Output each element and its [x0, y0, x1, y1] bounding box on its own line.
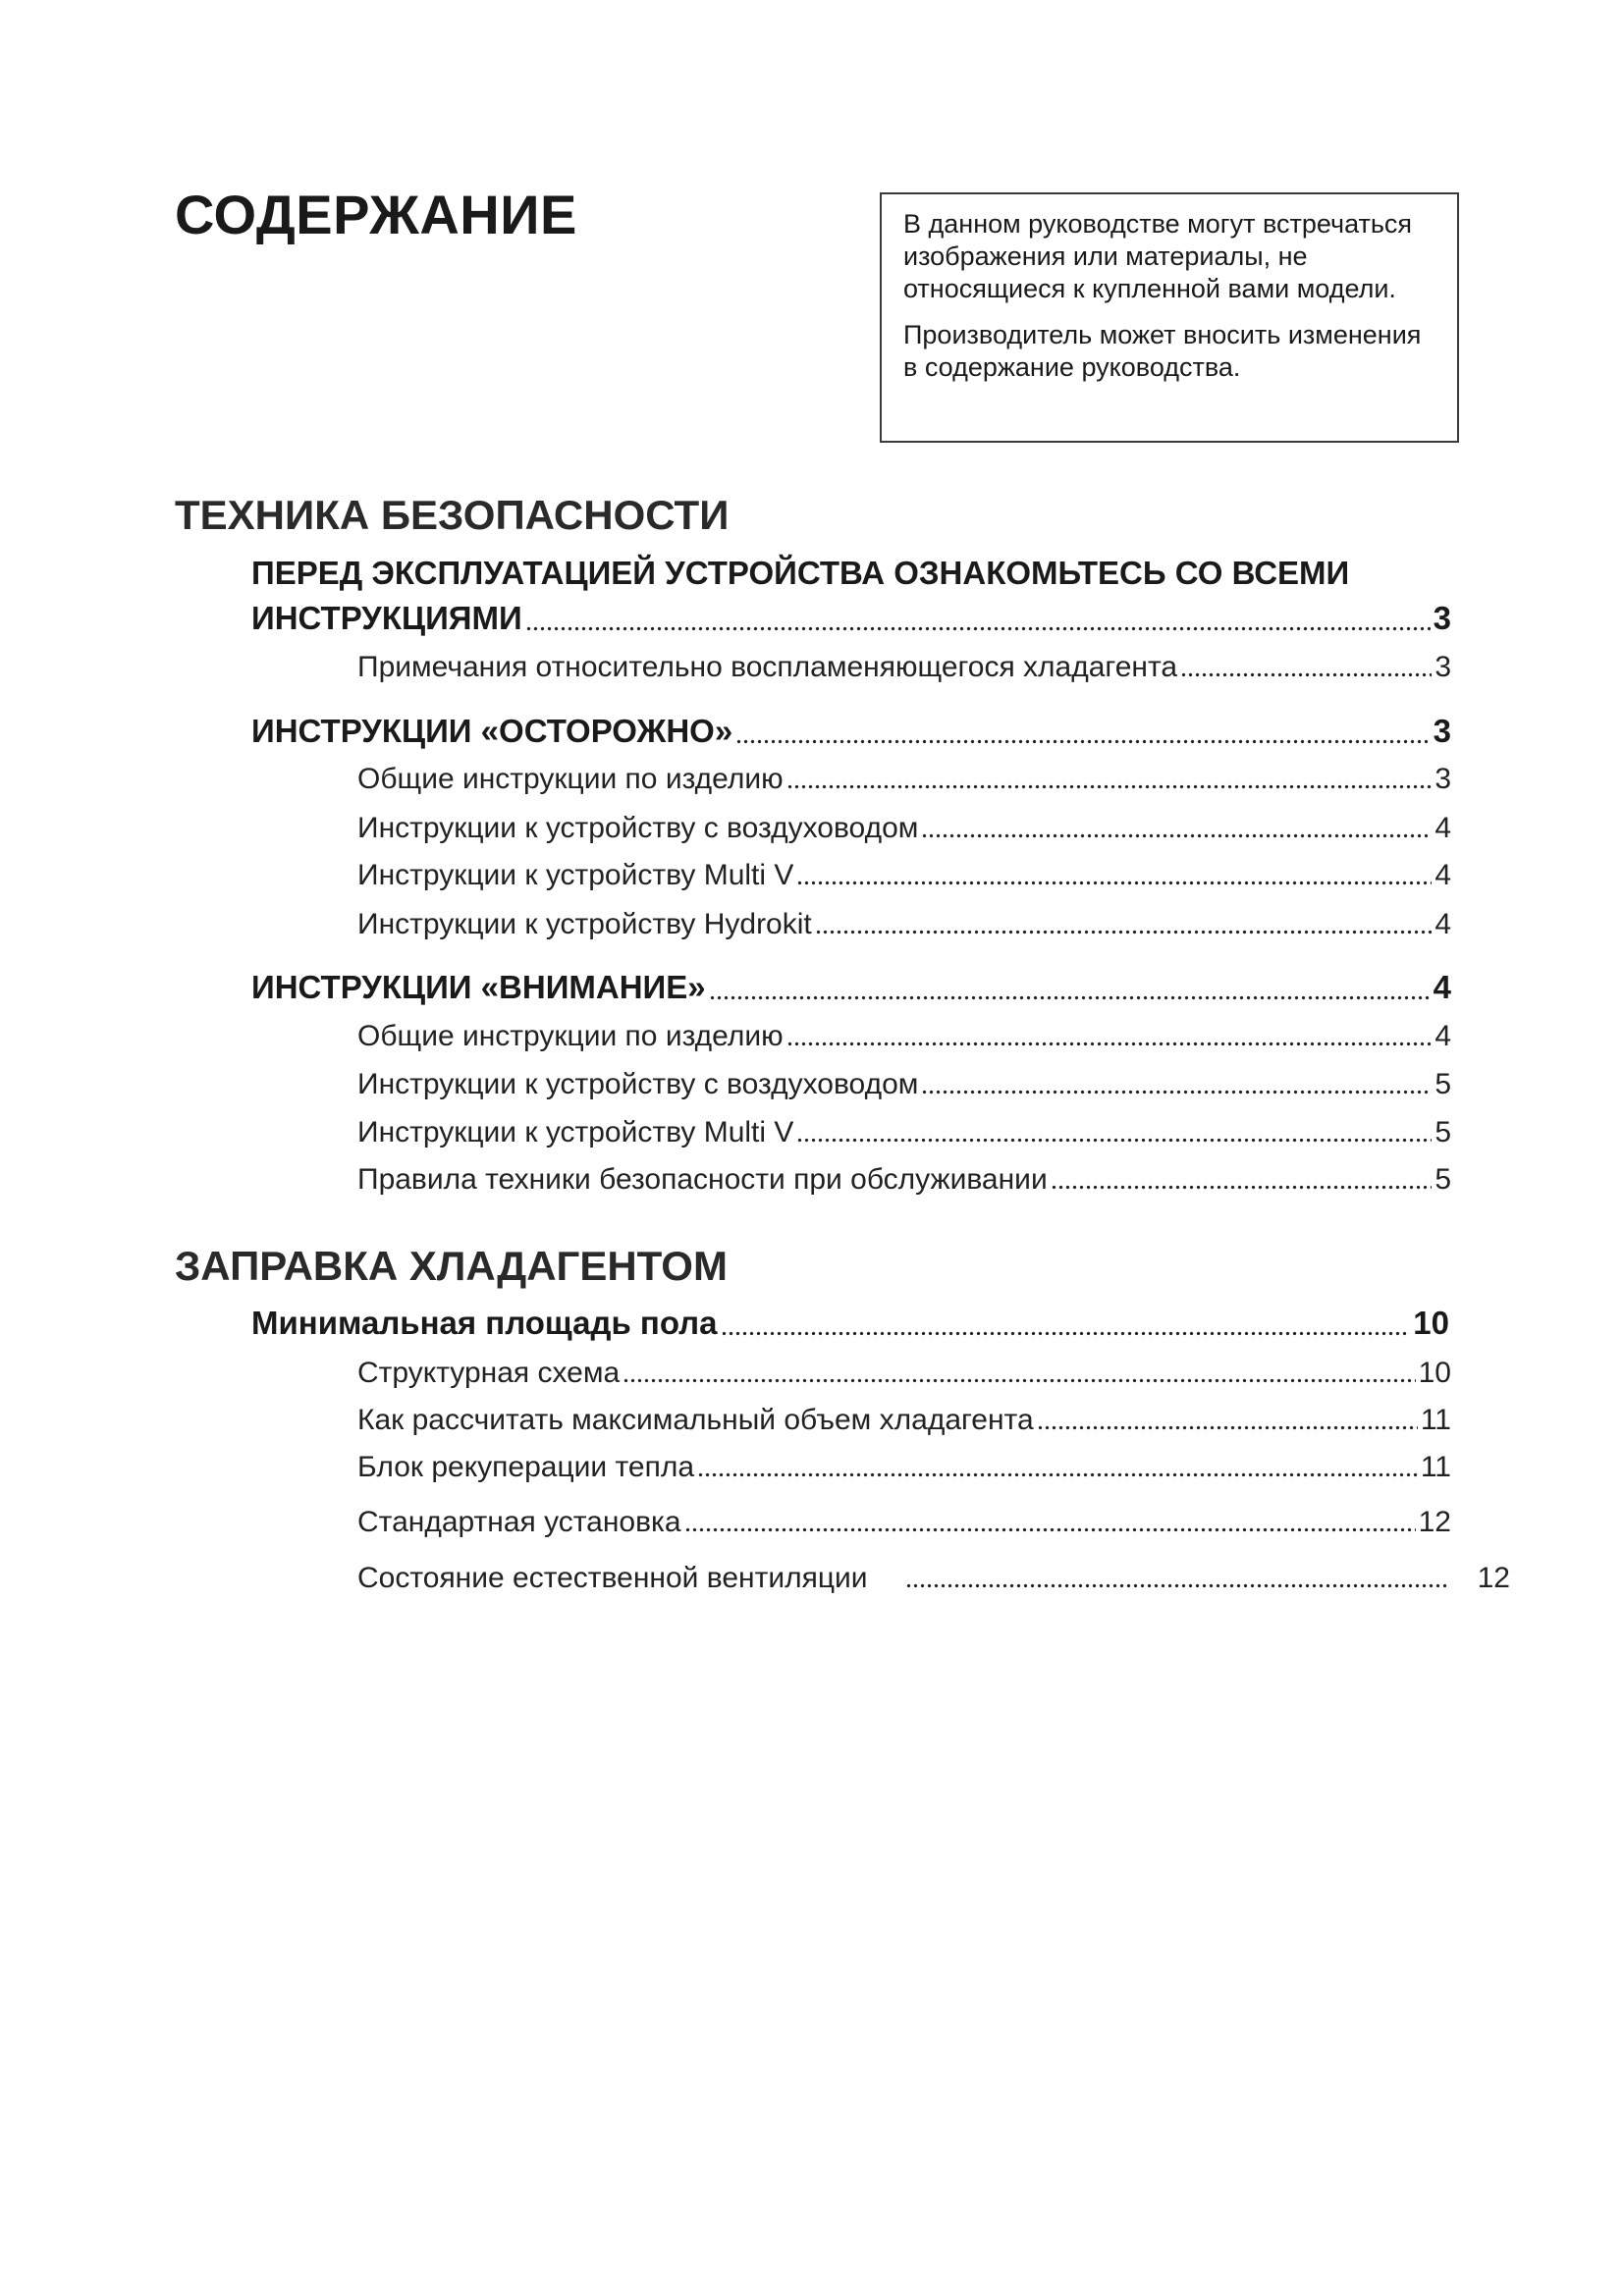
- leader-dots: [1051, 1180, 1433, 1190]
- toc-entry-label: ИНСТРУКЦИИ «ВНИМАНИЕ»: [251, 969, 706, 1005]
- page-title: СОДЕРЖАНИЕ: [175, 184, 577, 245]
- toc-subentry[interactable]: [357, 1161, 1451, 1199]
- leader-dots: [921, 828, 1432, 838]
- toc-entry-label: Блок рекуперации тепла: [357, 1451, 695, 1483]
- leader-dots: [786, 779, 1433, 789]
- toc-entry[interactable]: [251, 598, 1451, 639]
- toc-entry-label: Минимальная площадь пола: [251, 1305, 718, 1341]
- toc-page-number: 11: [1420, 1404, 1451, 1436]
- toc-page-number: 4: [1435, 859, 1451, 891]
- toc-page-number: 4: [1435, 812, 1451, 844]
- toc-entry-line: ПЕРЕД ЭКСПЛУАТАЦИЕЙ УСТРОЙСТВА ОЗНАКОМЬТЕСЬ СО ВСЕМИ: [251, 555, 1350, 591]
- toc-subentry[interactable]: [357, 1504, 1451, 1541]
- toc-entry-label: Структурная схема: [357, 1357, 621, 1389]
- toc-page-number: 12: [1418, 1506, 1451, 1538]
- toc-entry-label: Инструкции к устройству Multi V: [357, 859, 794, 891]
- toc-entry-label: Общие инструкции по изделию: [357, 1020, 784, 1052]
- toc-page-number: 5: [1435, 1068, 1451, 1100]
- leader-dots: [796, 1133, 1432, 1143]
- leader-dots: [684, 1522, 1416, 1532]
- toc-entry-label: ИНСТРУКЦИЯМИ: [251, 600, 522, 636]
- leader-dots: [697, 1468, 1418, 1477]
- toc-entry-label: Состояние естественной вентиляции: [357, 1562, 868, 1594]
- toc-entry-label: Инструкции к устройству Multi V: [357, 1116, 794, 1148]
- toc-page-number: 3: [1433, 713, 1451, 749]
- toc-page-number: 4: [1435, 1020, 1451, 1052]
- leader-dots: [921, 1085, 1432, 1095]
- toc-subentry[interactable]: [357, 1066, 1451, 1103]
- toc-entry-label: Примечания относительно воспламеняющегося хладагента: [357, 651, 1178, 683]
- toc-subentry[interactable]: [357, 649, 1451, 686]
- toc-page-number: 5: [1435, 1116, 1451, 1148]
- toc-subentry[interactable]: [357, 1018, 1451, 1055]
- disclaimer-text: В данном руководстве могут встречаться изображения или материалы, не относящиеся к купленной вами модели.: [903, 209, 1413, 303]
- toc-page-number: 3: [1435, 763, 1451, 795]
- leader-dots: [796, 876, 1432, 885]
- toc-entry-label: ИНСТРУКЦИИ «ОСТОРОЖНО»: [251, 713, 733, 749]
- toc-section-title: ЗАПРАВКА ХЛАДАГЕНТОМ: [175, 1243, 728, 1289]
- leader-dots: [815, 925, 1433, 934]
- toc-entry-label: Как рассчитать максимальный объем хладагента: [357, 1404, 1034, 1436]
- leader-dots: [1037, 1420, 1418, 1430]
- toc-page-number: 4: [1433, 969, 1451, 1005]
- disclaimer-text: Производитель может вносить изменения в содержание руководства.: [903, 320, 1422, 382]
- leader-dots: [786, 1037, 1433, 1046]
- toc-subentry[interactable]: [357, 810, 1451, 847]
- toc-page-number: 5: [1435, 1163, 1451, 1196]
- toc-page-number: 3: [1435, 651, 1451, 683]
- leader-dots: [623, 1373, 1415, 1383]
- toc-entry-label: Инструкции к устройству Hydrokit: [357, 908, 812, 940]
- toc-subentry[interactable]: [357, 906, 1451, 943]
- toc-entry-label: Стандартная установка: [357, 1506, 681, 1538]
- leader-dots: [1180, 667, 1432, 677]
- leader-dots: [525, 621, 1431, 631]
- toc-entry[interactable]: [251, 1303, 1449, 1344]
- disclaimer-box: [880, 192, 1459, 443]
- toc-page-number: 10: [1413, 1305, 1449, 1341]
- toc-entry-label: Общие инструкции по изделию: [357, 763, 784, 795]
- toc-entry[interactable]: [251, 711, 1451, 752]
- toc-subentry[interactable]: [357, 1402, 1451, 1439]
- leader-dots: [905, 1578, 1448, 1588]
- toc-entry[interactable]: [251, 967, 1451, 1008]
- toc-entry-label: Инструкции к устройству с воздуховодом: [357, 1068, 919, 1100]
- leader-dots: [721, 1326, 1411, 1336]
- toc-page-number: 10: [1418, 1357, 1451, 1389]
- toc-page-number: 4: [1435, 908, 1451, 940]
- toc-subentry[interactable]: [357, 857, 1451, 894]
- toc-subentry[interactable]: [357, 761, 1451, 798]
- toc-page-number: 11: [1420, 1451, 1451, 1483]
- toc-subentry[interactable]: [357, 1449, 1451, 1486]
- toc-section-title: ТЕХНИКА БЕЗОПАСНОСТИ: [175, 492, 730, 538]
- toc-entry-label: Инструкции к устройству с воздуховодом: [357, 812, 919, 844]
- toc-subentry[interactable]: [357, 1560, 1510, 1597]
- toc-subentry[interactable]: [357, 1355, 1451, 1392]
- toc-entry-label: Правила техники безопасности при обслуживании: [357, 1163, 1048, 1196]
- toc-page-number: 12: [1477, 1562, 1510, 1594]
- leader-dots: [709, 990, 1431, 1000]
- leader-dots: [735, 734, 1430, 744]
- toc-subentry[interactable]: [357, 1114, 1451, 1151]
- toc-page-number: 3: [1433, 600, 1451, 636]
